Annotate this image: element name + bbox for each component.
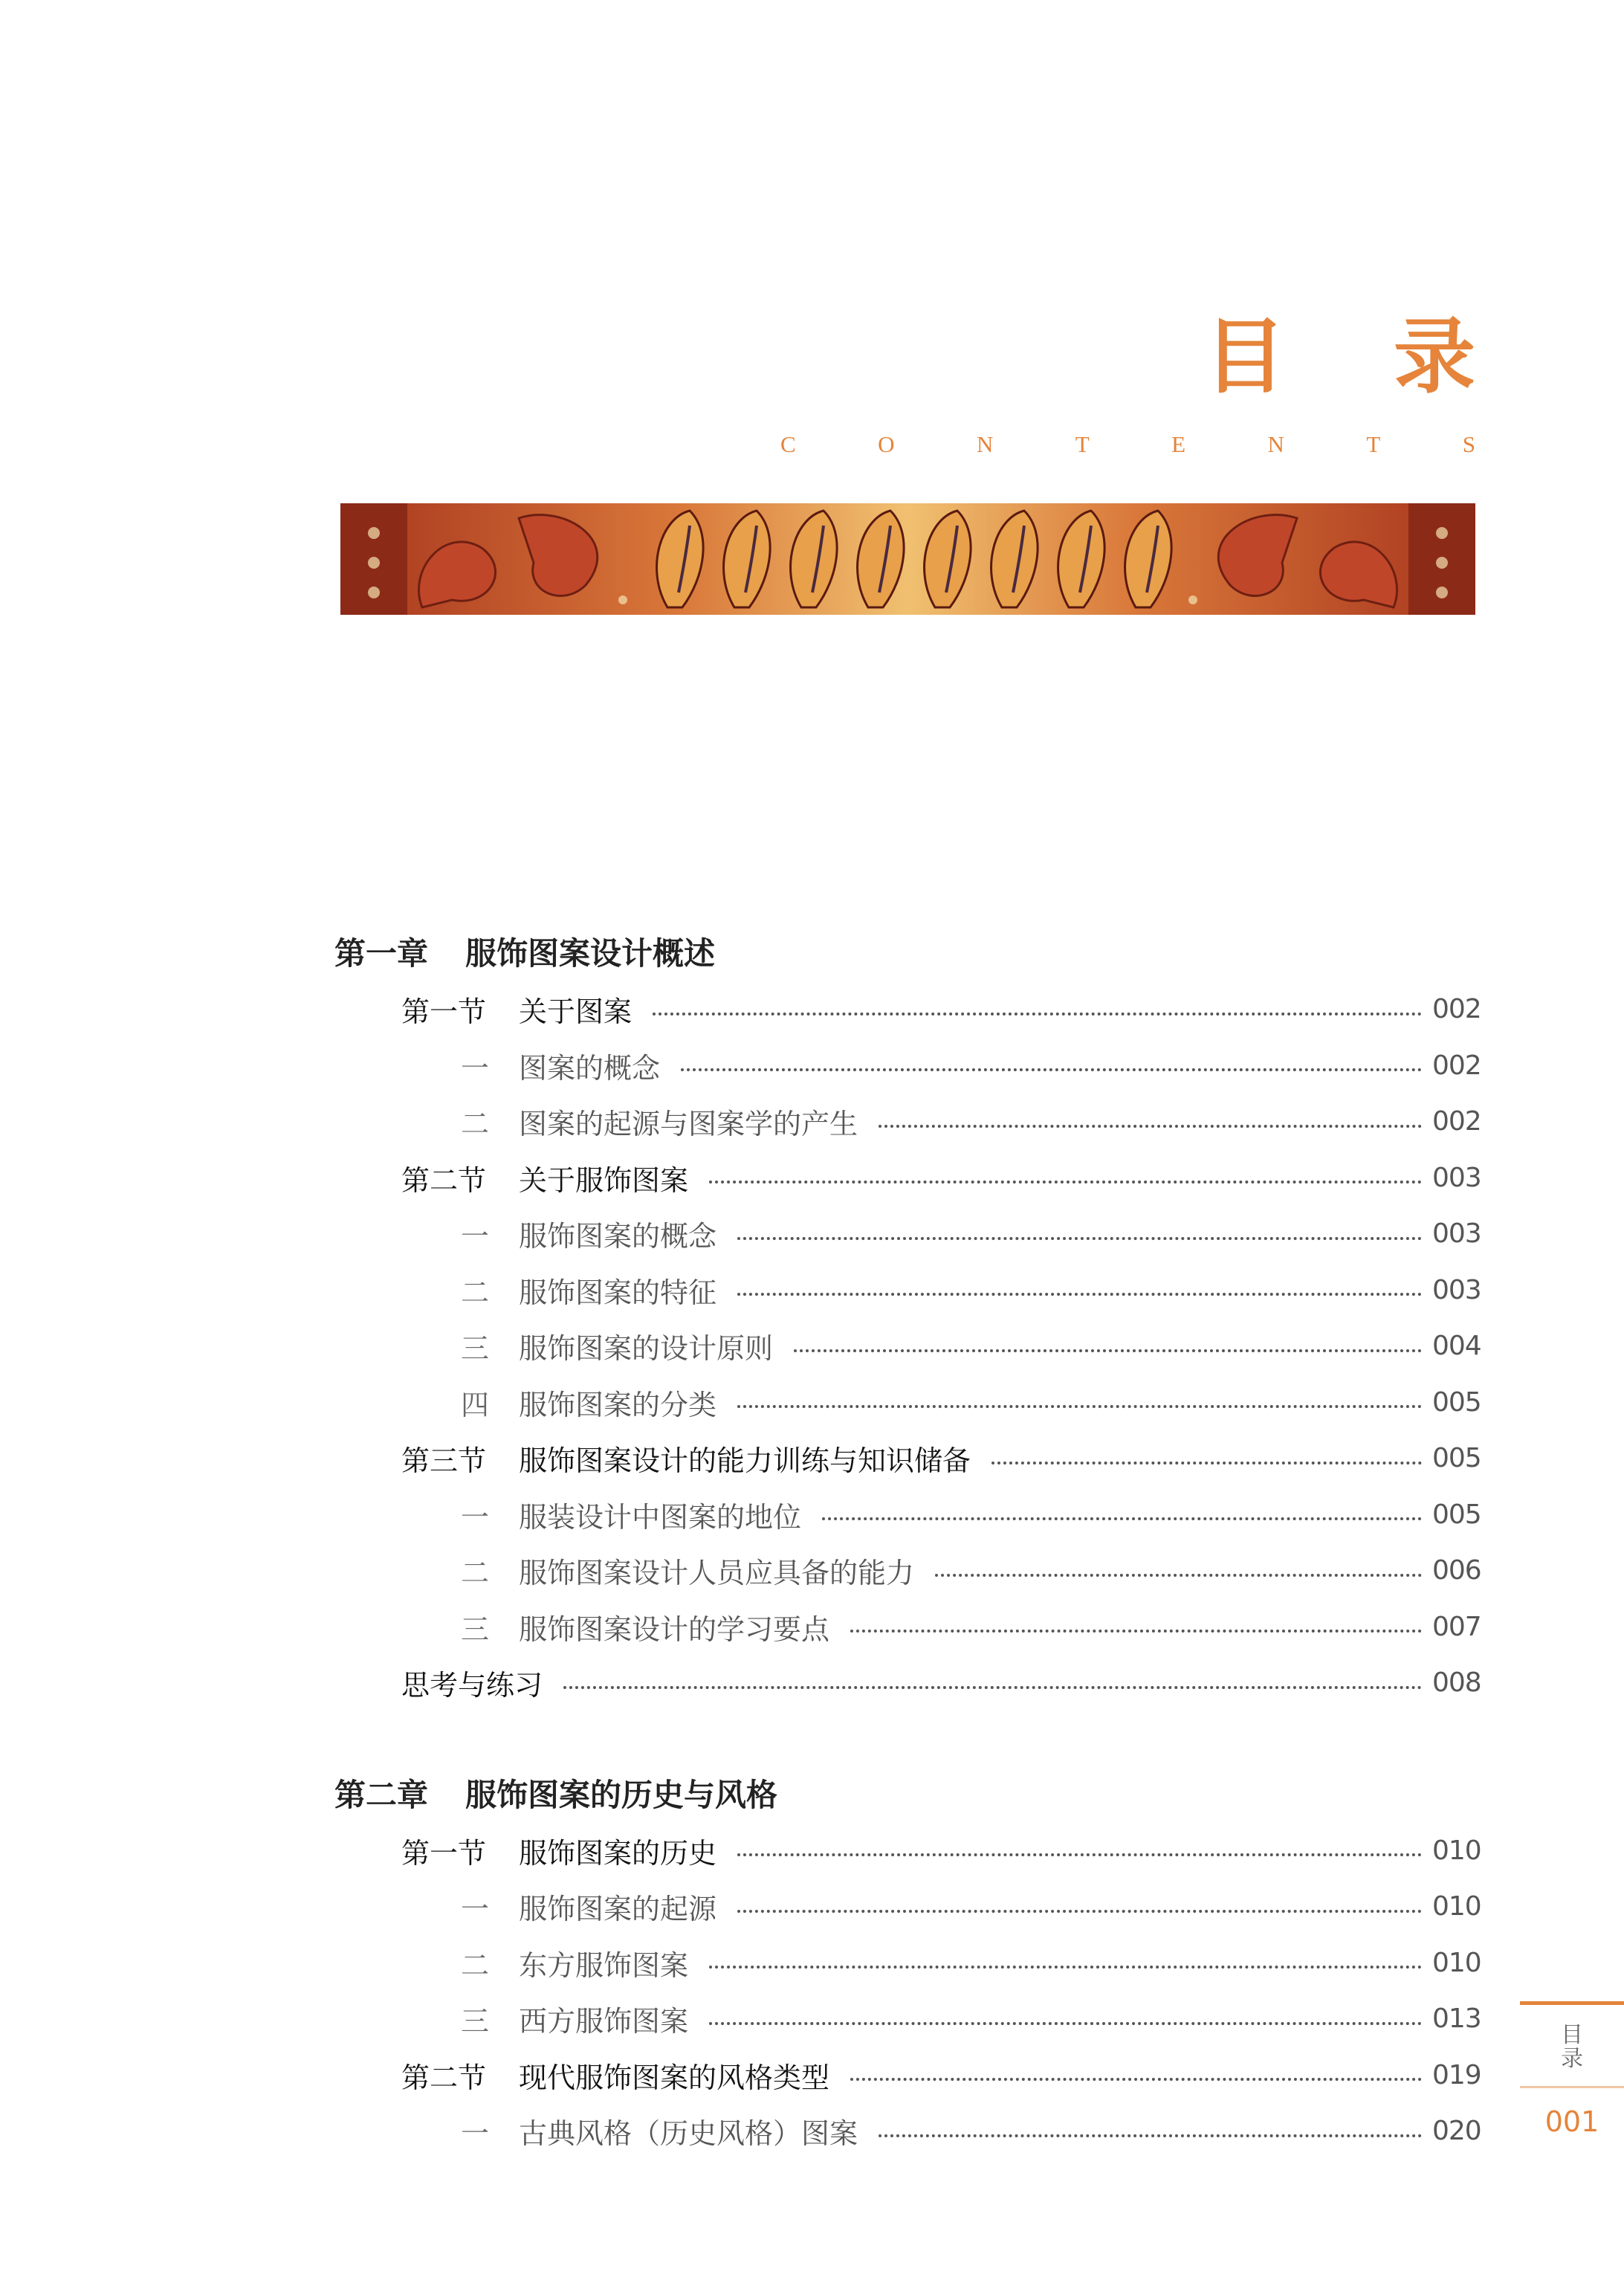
entry-page-number: 002 (1432, 1050, 1481, 1081)
dot-leader (850, 2078, 1422, 2081)
chapter-number: 第二章 (334, 1776, 429, 1813)
toc-item-row[interactable] (334, 1991, 1481, 2047)
entry-title: 服装设计中图案的地位 (519, 1500, 802, 1534)
toc-item-row[interactable] (334, 1543, 1481, 1599)
toc-section-row[interactable] (334, 1430, 1481, 1487)
chapter-title: 服饰图案的历史与风格 (465, 1776, 778, 1813)
contents-letter: T (1366, 431, 1381, 457)
dot-leader (563, 1686, 1422, 1689)
entry-title: 古典风格（历史风格）图案 (519, 2117, 858, 2151)
dot-leader (822, 1517, 1422, 1520)
entry-title: 服饰图案的概念 (519, 1220, 717, 1253)
entry-page-number: 003 (1432, 1274, 1481, 1305)
item-number: 三 (461, 1332, 490, 1366)
entry-title: 图案的起源与图案学的产生 (519, 1108, 858, 1141)
dot-leader (709, 1966, 1422, 1969)
entry-title: 服饰图案的设计原则 (519, 1332, 774, 1366)
item-number: 一 (461, 1051, 490, 1085)
dot-leader (935, 1574, 1422, 1577)
dot-leader (879, 2134, 1422, 2137)
toc-item-row[interactable] (334, 1375, 1481, 1431)
entry-page-number: 007 (1432, 1611, 1481, 1642)
contents-letter: O (878, 431, 895, 457)
entry-page-number: 010 (1432, 1947, 1481, 1978)
paisley-banner-image (340, 503, 1475, 615)
entry-title: 现代服饰图案的风格类型 (519, 2061, 830, 2094)
entry-title: 东方服饰图案 (519, 1948, 689, 1982)
item-number: 一 (461, 1893, 490, 1926)
item-number: 一 (461, 1500, 490, 1534)
dot-leader (653, 1013, 1422, 1015)
toc-item-row[interactable] (334, 1935, 1481, 1992)
contents-letter: C (780, 431, 796, 457)
item-number: 三 (461, 1612, 490, 1646)
toc-item-row[interactable] (334, 2103, 1481, 2160)
dot-leader (709, 1181, 1422, 1184)
dot-leader (991, 1462, 1422, 1465)
chapter-number: 第一章 (334, 935, 429, 972)
entry-title: 关于图案 (519, 995, 633, 1029)
dot-leader (737, 1405, 1422, 1408)
toc-item-row[interactable] (334, 1038, 1481, 1094)
dot-leader (737, 1910, 1422, 1913)
dot-leader (709, 2022, 1422, 2025)
chapter-heading[interactable] (334, 1763, 1475, 1823)
entry-title: 服饰图案设计人员应具备的能力 (519, 1557, 915, 1590)
side-tab-divider (1520, 2086, 1624, 2088)
entry-page-number: 004 (1432, 1331, 1481, 1362)
entry-title: 思考与练习 (401, 1669, 543, 1702)
contents-letter: S (1462, 431, 1475, 457)
entry-page-number: 002 (1432, 994, 1481, 1025)
section-number: 第一节 (401, 995, 487, 1029)
item-number: 二 (461, 1276, 490, 1309)
toc-section-row[interactable] (334, 1823, 1481, 1879)
side-tab (1520, 2001, 1624, 2173)
entry-page-number: 002 (1432, 1106, 1481, 1137)
side-tab-label: 目录 (1561, 2022, 1583, 2072)
section-number: 第三节 (401, 1444, 487, 1478)
toc-item-row[interactable] (334, 1206, 1481, 1262)
entry-page-number: 010 (1432, 1891, 1481, 1922)
dot-leader (794, 1349, 1422, 1352)
dot-leader (850, 1630, 1422, 1633)
contents-letter: N (976, 431, 994, 457)
item-number: 二 (461, 1557, 490, 1590)
entry-title: 服饰图案的分类 (519, 1388, 717, 1421)
entry-page-number: 020 (1432, 2116, 1481, 2147)
toc-item-row[interactable] (334, 1599, 1481, 1656)
item-number: 三 (461, 2005, 490, 2038)
item-number: 二 (461, 1108, 490, 1141)
chapter-heading[interactable] (334, 922, 1475, 981)
entry-page-number: 010 (1432, 1835, 1481, 1866)
entry-page-number: 005 (1432, 1499, 1481, 1530)
entry-page-number: 013 (1432, 2003, 1481, 2035)
entry-page-number: 003 (1432, 1162, 1481, 1193)
entry-page-number: 005 (1432, 1443, 1481, 1474)
toc-item-row[interactable] (334, 1487, 1481, 1543)
entry-title: 图案的概念 (519, 1051, 661, 1085)
section-number: 第二节 (401, 1163, 487, 1197)
dot-leader (737, 1237, 1422, 1240)
entry-page-number: 006 (1432, 1555, 1481, 1586)
item-number: 二 (461, 1948, 490, 1982)
dot-leader (681, 1068, 1422, 1071)
entry-title: 服饰图案的历史 (519, 1836, 717, 1870)
table-of-contents (334, 922, 1481, 2160)
entry-page-number: 005 (1432, 1386, 1481, 1418)
item-number: 一 (461, 1220, 490, 1253)
contents-letter: T (1075, 431, 1090, 457)
item-number: 四 (461, 1388, 490, 1421)
toc-row[interactable] (334, 1655, 1481, 1711)
page-number: 001 (1544, 2105, 1599, 2138)
toc-section-row[interactable] (334, 2047, 1481, 2104)
entry-title: 关于服饰图案 (519, 1163, 689, 1197)
entry-page-number: 003 (1432, 1218, 1481, 1250)
side-tab-accent-bar (1520, 2001, 1624, 2005)
toc-section-row[interactable] (334, 981, 1481, 1038)
page-title: 目录 (1204, 309, 1583, 404)
toc-item-row[interactable] (334, 1262, 1481, 1319)
contents-letter: E (1171, 431, 1186, 457)
entry-page-number: 019 (1432, 2059, 1481, 2090)
toc-item-row[interactable] (334, 1879, 1481, 1935)
toc-item-row[interactable] (334, 1318, 1481, 1375)
item-number: 一 (461, 2117, 490, 2151)
entry-title: 服饰图案的起源 (519, 1893, 717, 1926)
chapter-title: 服饰图案设计概述 (465, 935, 716, 972)
dot-leader (879, 1125, 1422, 1128)
entry-title: 服饰图案设计的能力训练与知识储备 (519, 1444, 971, 1478)
contents-letter: N (1267, 431, 1284, 457)
toc-section-row[interactable] (334, 1150, 1481, 1207)
entry-title: 西方服饰图案 (519, 2005, 689, 2038)
contents-subtitle (780, 433, 1475, 456)
dot-leader (737, 1853, 1422, 1856)
entry-title: 服饰图案设计的学习要点 (519, 1612, 830, 1646)
dot-leader (737, 1293, 1422, 1296)
entry-page-number: 008 (1432, 1667, 1481, 1699)
section-number: 第二节 (401, 2061, 487, 2094)
toc-item-row[interactable] (334, 1094, 1481, 1150)
section-number: 第一节 (401, 1836, 487, 1870)
entry-title: 服饰图案的特征 (519, 1276, 717, 1309)
